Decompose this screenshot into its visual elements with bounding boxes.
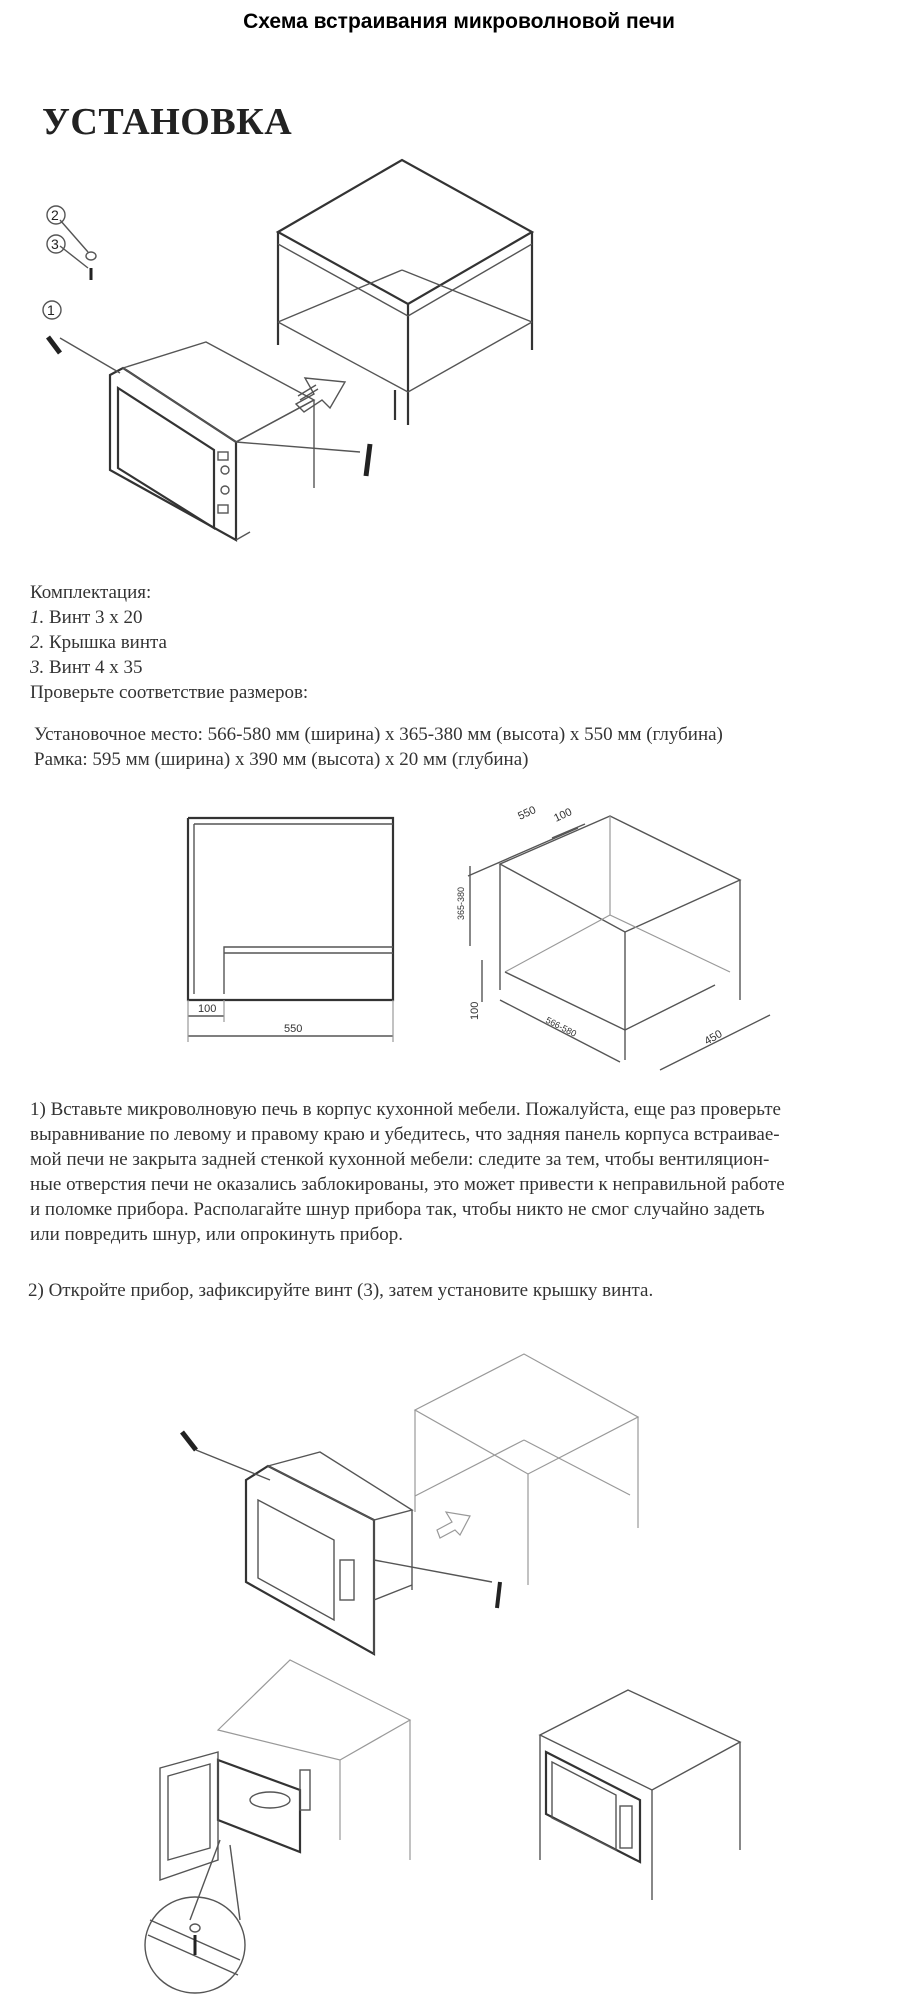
callout-label: 2: [51, 207, 59, 223]
page-title: Схема встраивания микроволновой печи: [243, 10, 675, 33]
dim-label: 450: [702, 1028, 725, 1048]
open-door-scene-drawing: [145, 1660, 410, 1993]
kit-item-num: 3.: [30, 657, 45, 678]
dim-label: 365-380: [456, 886, 466, 920]
insert-scene-drawing: [182, 1354, 638, 1654]
step-1-line: и поломке прибора. Располагайте шнур прибора так, чтобы никто не смог случайно задеть: [30, 1199, 765, 1220]
kit-heading: Комплектация:: [30, 582, 152, 603]
kit-item-text: Крышка винта: [44, 632, 167, 653]
install-place-text: Установочное место: 566-580 мм (ширина) х 365-380 мм (высота) х 550 мм (глубина): [34, 724, 723, 745]
dim-label: 550: [284, 1023, 303, 1035]
kit-item-text: Винт 3 х 20: [44, 607, 143, 628]
step-1-line: ные отверстия печи не оказались заблокированы, это может привести к неправильной работе: [30, 1174, 785, 1195]
kit-item-num: 2.: [30, 632, 45, 653]
step-2-line: 2) Откройте прибор, зафиксируйте винт (3), затем установите крышку винта.: [28, 1280, 654, 1301]
dim-label: 100: [552, 806, 574, 825]
callout-label: 3: [51, 236, 59, 252]
dim-label: 566-580: [544, 1014, 579, 1039]
kit-item-text: Винт 4 х 35: [44, 657, 143, 678]
kit-item-num: 1.: [30, 607, 45, 628]
dim-label: 100: [198, 1003, 217, 1015]
callout-label: 1: [47, 302, 55, 318]
step-1-line: мой печи не закрыта задней стенкой кухонной мебели: следите за тем, чтобы вентиляцион-: [30, 1149, 770, 1170]
step-1-line: или повредить шнур, или опрокинуть прибор.: [30, 1224, 404, 1245]
dim-label: 100: [469, 1001, 481, 1020]
installed-scene-drawing: [540, 1690, 740, 1900]
step-1-line: 1) Вставьте микроволновую печь в корпус кухонной мебели. Пожалуйста, еще раз проверьте: [30, 1099, 781, 1120]
frame-text: Рамка: 595 мм (ширина) х 390 мм (высота) х 20 мм (глубина): [34, 749, 529, 770]
section-heading: УСТАНОВКА: [42, 101, 293, 143]
step-1-line: выравнивание по левому и правому краю и убедитесь, что задняя панель корпуса встраивае-: [30, 1124, 780, 1145]
check-heading: Проверьте соответствие размеров:: [30, 682, 309, 703]
dim-label: 550: [516, 804, 538, 823]
